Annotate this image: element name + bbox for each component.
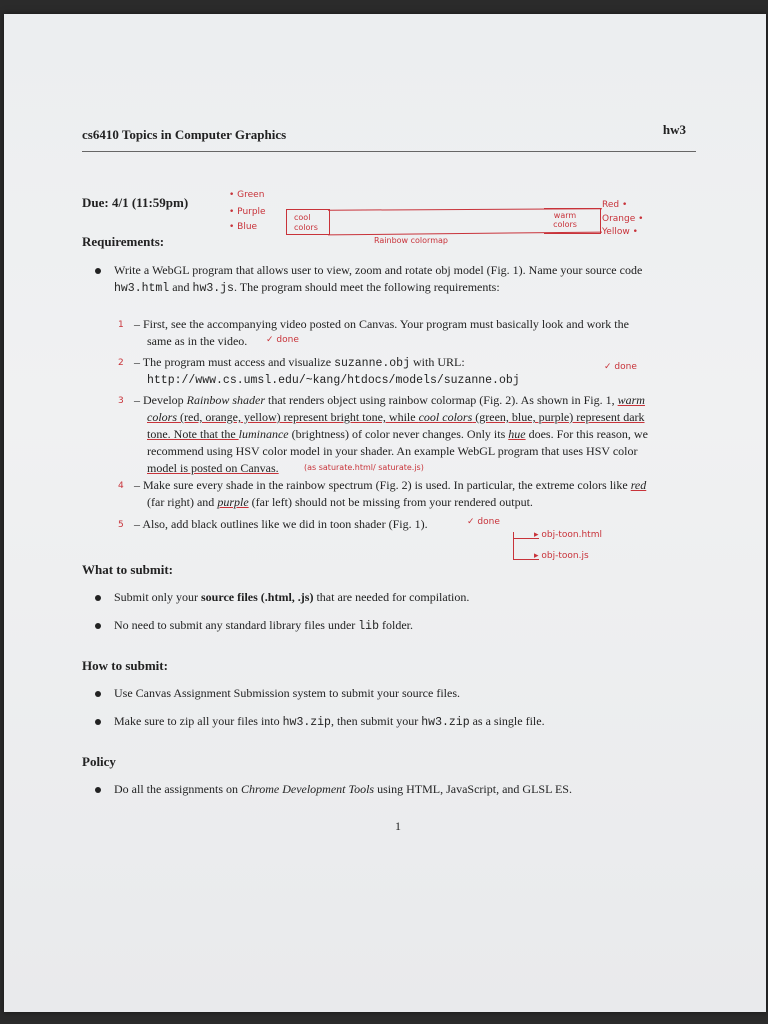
requirement-item-1: – First, see the accompanying video posted on Canvas. Your program must basically look and work the <box>134 317 629 331</box>
requirements-intro-line: Write a WebGL program that allows user to view, zoom and rotate obj model (Fig. 1). Name your source code <box>114 263 643 277</box>
course-title: cs6410 Topics in Computer Graphics <box>82 127 287 142</box>
what-to-submit-item: No need to submit any standard library files under lib folder. <box>114 618 413 633</box>
step-number: 2 <box>118 358 124 368</box>
requirement-item-4: (far right) and purple (far left) should not be missing from your rendered output. <box>147 495 533 509</box>
requirement-item-3: – Develop Rainbow shader that renders object using rainbow colormap (Fig. 2). As shown in Fig. 1, warm <box>134 393 645 407</box>
bullet-marker <box>95 787 101 793</box>
how-to-submit-item: Make sure to zip all your files into hw3.zip, then submit your hw3.zip as a single file. <box>114 714 545 729</box>
how-to-submit-heading: How to submit: <box>82 658 168 673</box>
requirement-item-2: – The program must access and visualize suzanne.obj with URL: <box>134 355 465 370</box>
done-note: ✓ done <box>266 335 299 345</box>
requirement-item-1: same as in the video. <box>147 334 248 348</box>
requirements-heading: Requirements: <box>82 234 165 249</box>
cool-list-item: • Blue <box>229 222 258 232</box>
what-to-submit-item: Submit only your source files (.html, .js) that are needed for compilation. <box>114 590 470 604</box>
bullet-marker <box>95 719 101 725</box>
header-rule <box>82 151 696 152</box>
requirements-intro-line: hw3.html and hw3.js. The program should meet the following requirements: <box>114 280 500 295</box>
due-date: Due: 4/1 (11:59pm) <box>82 195 189 210</box>
step-number: 3 <box>118 396 124 406</box>
what-to-submit-heading: What to submit: <box>82 562 174 577</box>
arrow-note: ▸ obj-toon.html <box>534 530 602 540</box>
policy-heading: Policy <box>82 754 116 769</box>
suzanne-url: http://www.cs.umsl.edu/~kang/htdocs/models/suzanne.obj <box>147 374 520 387</box>
arrow-stem <box>513 532 514 560</box>
bullet-marker <box>95 623 101 629</box>
policy-item: Do all the assignments on Chrome Development Tools using HTML, JavaScript, and GLSL ES. <box>114 782 572 796</box>
step-number: 5 <box>118 520 124 530</box>
requirement-item-3: recommend using HSV color model in your shader. An example WebGL program that uses HSV color <box>147 444 638 458</box>
cool-list-item: • Purple <box>229 207 266 217</box>
page-number: 1 <box>395 819 401 833</box>
warm-list-item: Red • <box>602 200 628 210</box>
done-note: ✓ done <box>467 517 500 527</box>
requirement-item-4: – Make sure every shade in the rainbow spectrum (Fig. 2) is used. In particular, the extreme colors like red <box>134 478 647 492</box>
warm-list-item: Yellow • <box>602 227 638 237</box>
assignment-id: hw3 <box>662 122 686 137</box>
warm-colors-label: warm colors <box>553 211 577 229</box>
requirement-item-5: – Also, add black outlines like we did in toon shader (Fig. 1). <box>134 517 428 531</box>
cool-colors-label: cool colors <box>294 213 318 232</box>
colormap-label: Rainbow colormap <box>374 236 448 245</box>
cool-list-item: • Green <box>229 190 265 200</box>
document-page <box>4 14 766 1012</box>
bullet-marker <box>95 691 101 697</box>
how-to-submit-item: Use Canvas Assignment Submission system to submit your source files. <box>114 686 460 700</box>
bullet-marker <box>95 595 101 601</box>
done-note: ✓ done <box>604 362 637 372</box>
arrow-note: ▸ obj-toon.js <box>534 551 589 561</box>
saturate-note: (as saturate.html/ saturate.js) <box>304 463 424 472</box>
bullet-marker <box>95 268 101 274</box>
step-number: 1 <box>118 320 124 330</box>
warm-list-item: Orange • <box>602 214 644 224</box>
requirement-item-3: model is posted on Canvas. <box>147 461 279 475</box>
requirement-item-3: tone. Note that the luminance (brightness) of color never changes. Only its hue does. For this reason, we <box>147 427 648 441</box>
step-number: 4 <box>118 481 124 491</box>
requirement-item-3: colors (red, orange, yellow) represent bright tone, while cool colors (green, blue, purple) represent dark <box>147 410 645 424</box>
